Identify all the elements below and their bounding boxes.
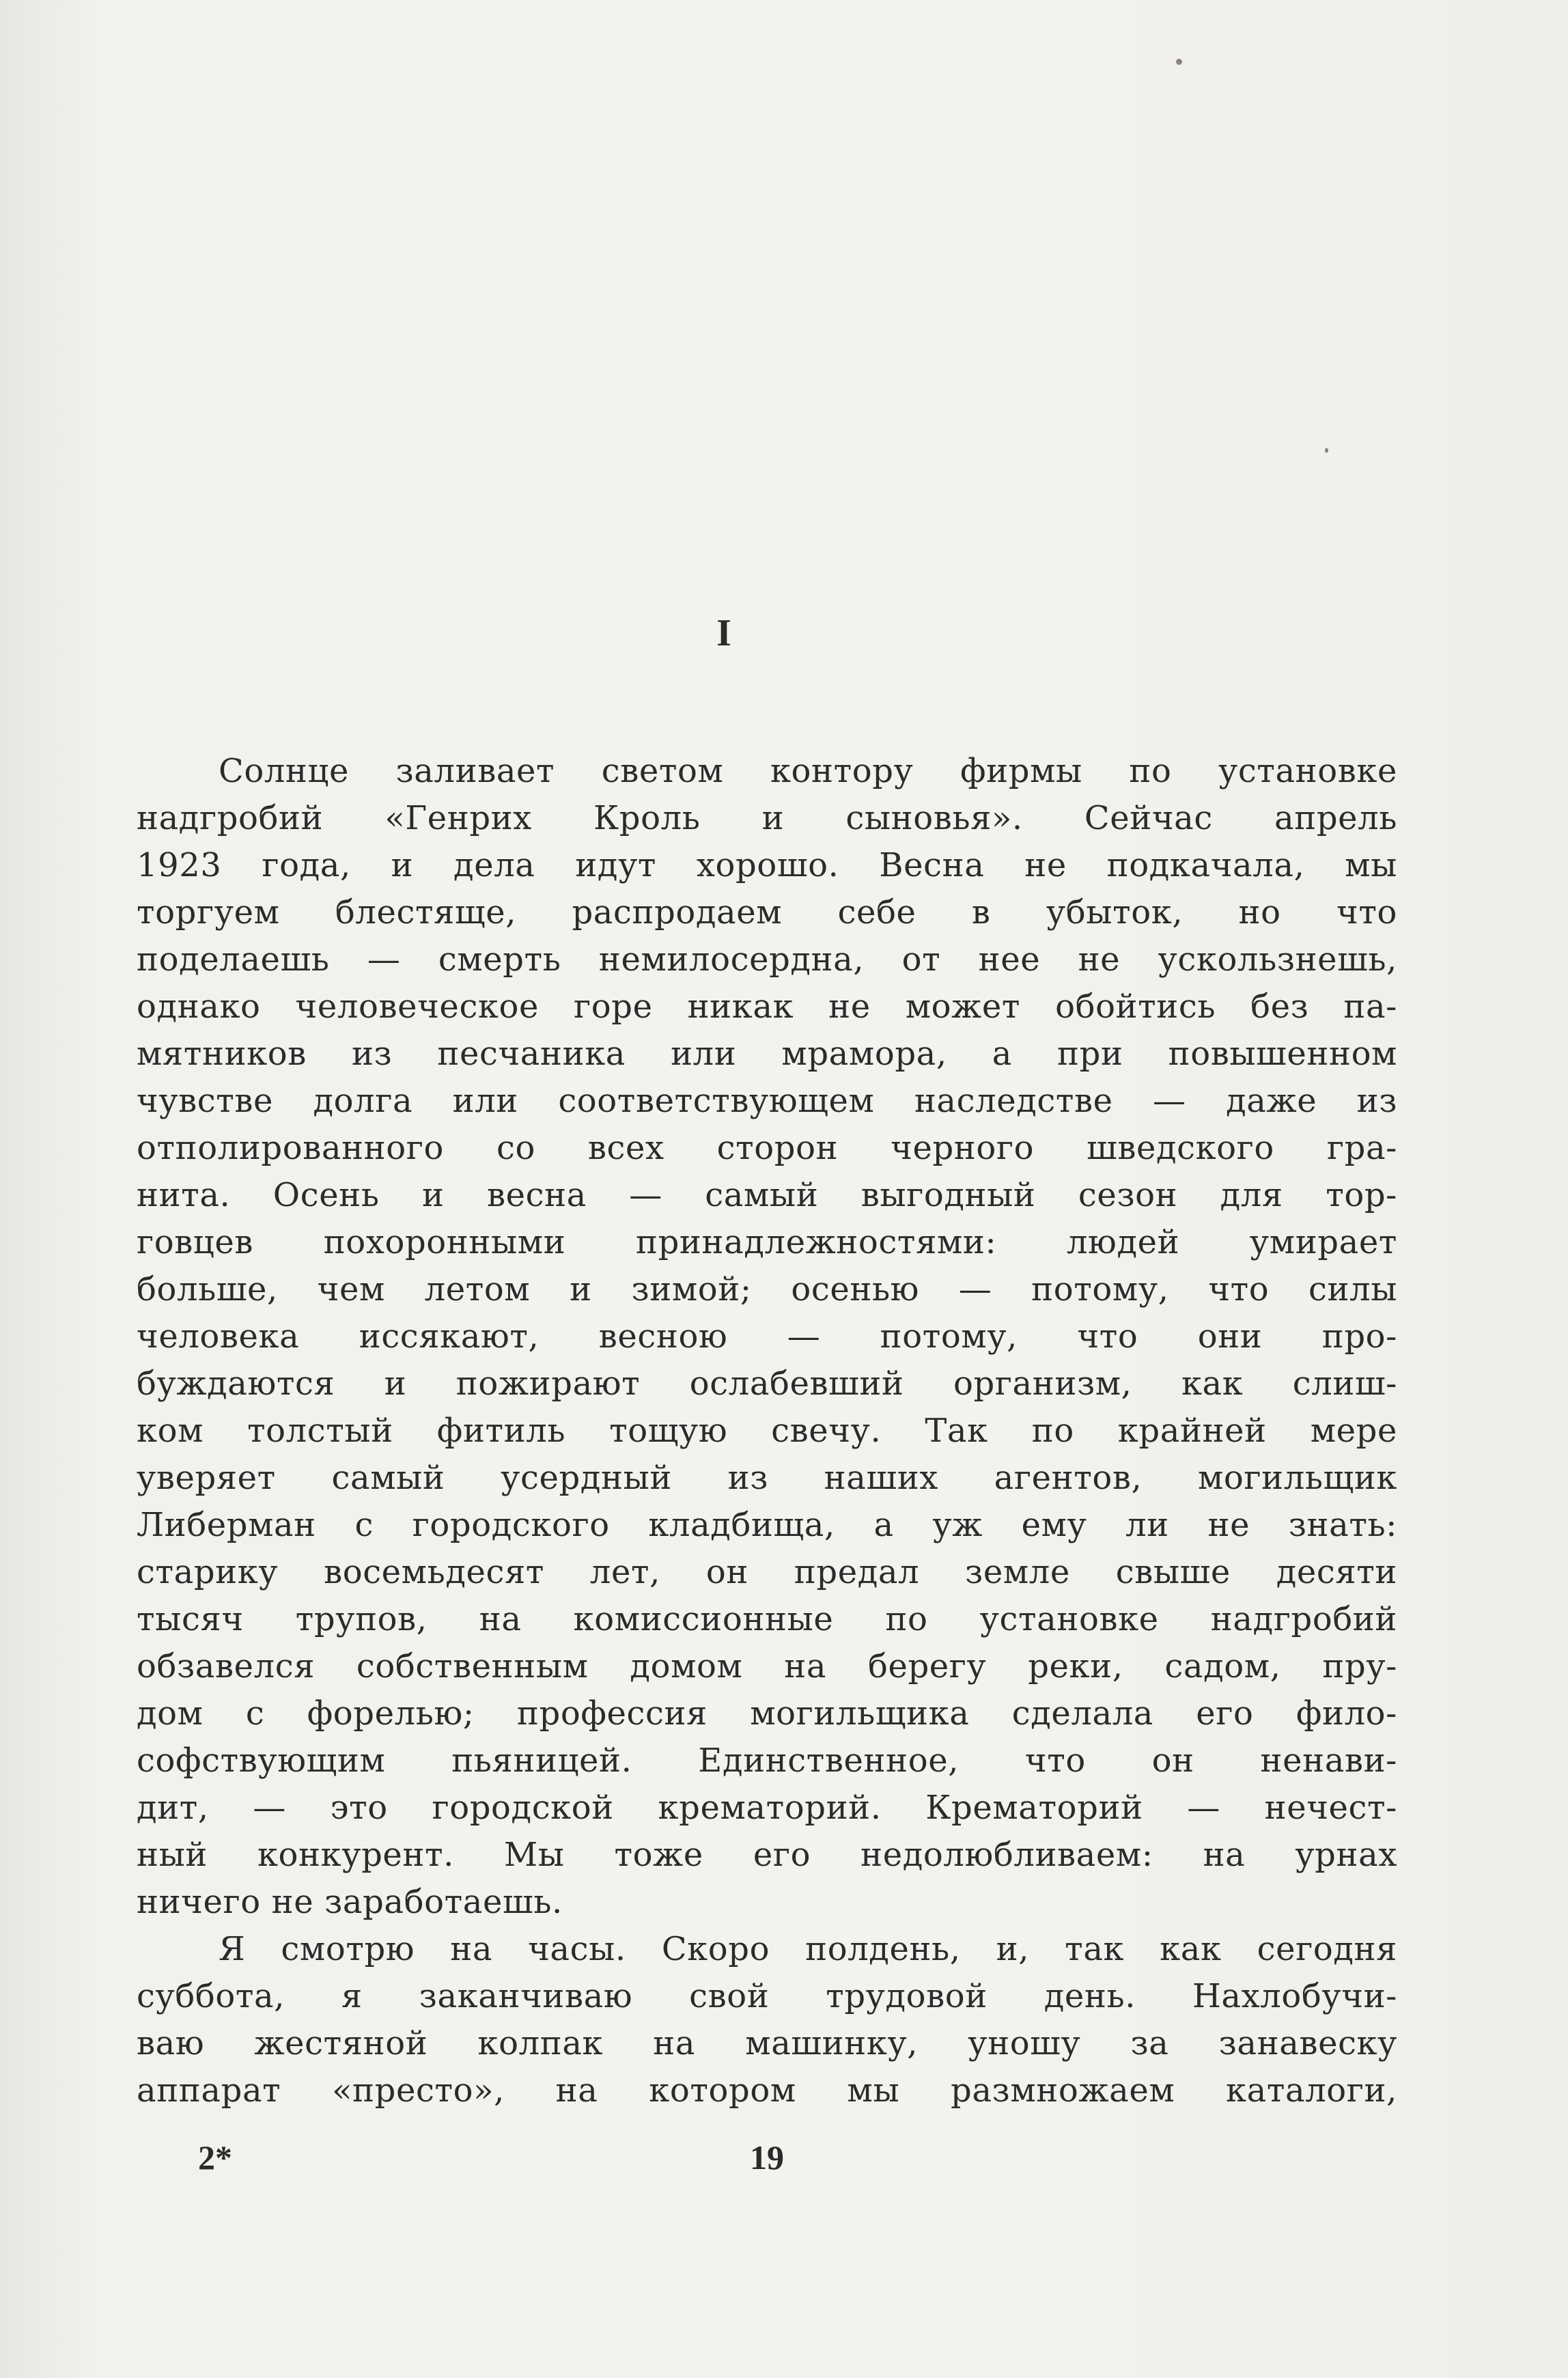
text-line: аппарат «престо», на котором мы размножаем каталоги,: [137, 2071, 1397, 2110]
page-number: 19: [750, 2138, 784, 2177]
signature-mark: 2*: [198, 2138, 232, 2177]
text-line: поделаешь — смерть немилосердна, от нее не ускользнешь,: [137, 940, 1397, 979]
text-line: отполированного со всех сторон черного шведского гра-: [137, 1129, 1397, 1167]
text-line: старику восемьдесят лет, он предал земле свыше десяти: [137, 1553, 1397, 1591]
text-line: софствующим пьяницей. Единственное, что он ненави-: [137, 1741, 1397, 1780]
text-line: 1923 года, и дела идут хорошо. Весна не подкачала, мы: [137, 846, 1397, 884]
text-line: дом с форелью; профессия могильщика сделала его фило-: [137, 1694, 1397, 1733]
text-line: больше, чем летом и зимой; осенью — потому, что силы: [137, 1270, 1397, 1309]
chapter-number: I: [716, 612, 731, 654]
text-line: дит, — это городской крематорий. Крематорий — нечест-: [137, 1789, 1397, 1827]
text-line: суббота, я заканчиваю свой трудовой день. Нахлобучи-: [137, 1977, 1397, 2015]
text-line: ваю жестяной колпак на машинку, уношу за занавеску: [137, 2024, 1397, 2062]
text-line: торгуем блестяще, распродаем себе в убыток, но что: [137, 893, 1397, 932]
text-line: нита. Осень и весна — самый выгодный сезон для тор-: [137, 1176, 1397, 1214]
paper-speck: [1325, 448, 1328, 453]
paragraph-1: [137, 748, 1397, 1926]
text-line: мятников из песчаника или мрамора, а при повышенном: [137, 1035, 1397, 1073]
text-line: уверяет самый усердный из наших агентов, могильщик: [137, 1459, 1397, 1497]
text-line: чувстве долга или соответствующем наследстве — даже из: [137, 1082, 1397, 1120]
text-line: однако человеческое горе никак не может обойтись без па-: [137, 988, 1397, 1026]
text-line: человека иссякают, весною — потому, что они про-: [137, 1317, 1397, 1356]
text-line: Солнце заливает светом контору фирмы по установке: [219, 752, 1397, 790]
text-line: обзавелся собственным домом на берегу реки, садом, пру-: [137, 1647, 1397, 1685]
text-line: тысяч трупов, на комиссионные по установке надгробий: [137, 1600, 1397, 1638]
text-line: ничего не заработаешь.: [137, 1883, 563, 1921]
text-line: надгробий «Генрих Кроль и сыновья». Сейчас апрель: [137, 799, 1397, 837]
text-line: Либерман с городского кладбища, а уж ему ли не знать:: [137, 1506, 1397, 1544]
text-line: ный конкурент. Мы тоже его недолюбливаем: на урнах: [137, 1836, 1397, 1874]
text-line: буждаются и пожирают ослабевший организм, как слиш-: [137, 1365, 1397, 1403]
text-line: говцев похоронными принадлежностями: людей умирает: [137, 1223, 1397, 1261]
body-text: [137, 748, 1397, 2114]
text-line: Я смотрю на часы. Скоро полдень, и, так как сегодня: [219, 1930, 1397, 1968]
text-line: ком толстый фитиль тощую свечу. Так по крайней мере: [137, 1412, 1397, 1450]
paper-speck: [1176, 59, 1182, 65]
paragraph-2: [137, 1926, 1397, 2114]
